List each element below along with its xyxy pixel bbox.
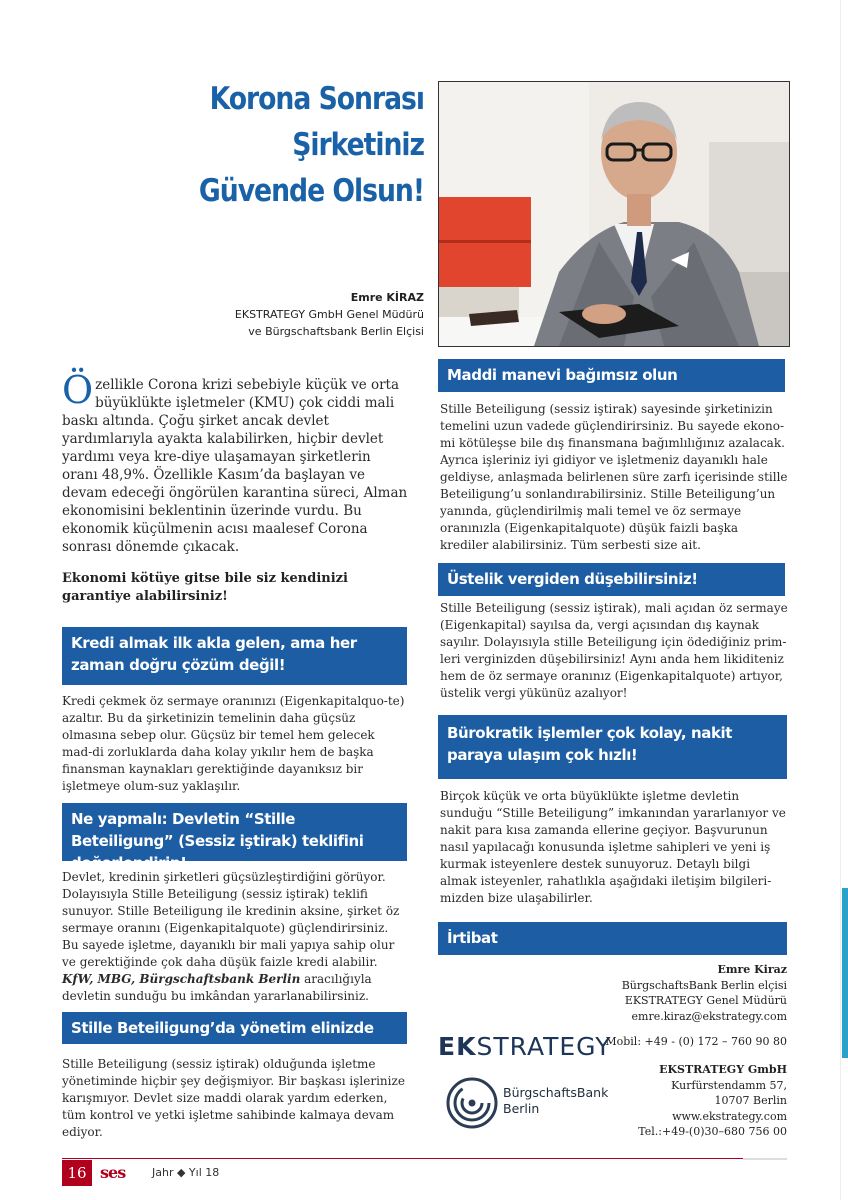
issue-label: Jahr ◆ Yıl 18 [152, 1166, 220, 1179]
heading-text: Stille Beteiligung’da yönetim elinizde [71, 1019, 374, 1037]
section-text-yonetim: Stille Beteiligung (sessiz iştirak) olduğunda işletme yönetiminde hiçbir şey değişmiyor. Bir başkası işlerinize karışmıyor. Devlet size maddi olarak yardım ederken, tüm kontrol ve yetki işletme sahibinde kalmaya devam ediyor. [62, 1057, 405, 1139]
section-heading-vergi [438, 563, 785, 596]
section-heading-kredi [62, 627, 407, 685]
heading-text: Ne yapmalı: Devletin “Stille Beteiligung” (Sessiz iştirak) teklifini değerlendirin! [71, 810, 364, 872]
section-heading-ne-yapmali [62, 803, 407, 872]
lead-bold-statement: Ekonomi kötüye gitse bile siz kendinizi garantiye alabilirsiniz! [62, 571, 348, 604]
text-part-1: Devlet, kredinin şirketleri güçsüzleştirdiğini görüyor. Dolayısıyla Stille Beteiligung (sessiz iştirak) teklifi sunuyor. Stille Beteiligung ile kredinin aksine, şirket öz sermaye oranını (Eigenkapitalquote) güçlendirirsiniz. Bu sayede işletme, dayanıklı bir mali yapıya sahip olur ve gerektiğinde çok daha düşük faizle kredi alabilir. [62, 870, 400, 969]
ekstrategy-logo [438, 1032, 612, 1061]
author-role-2: ve Bürgschaftsbank Berlin Elçisi [248, 325, 424, 338]
page-edge [840, 0, 841, 1200]
section-heading-irtibat [438, 922, 787, 955]
section-heading-maddi [438, 359, 785, 392]
author-role-1: EKSTRATEGY GmbH Genel Müdürü [234, 308, 424, 321]
author-name: Emre KİRAZ [350, 291, 424, 304]
buergschaftsbank-logo-text [503, 1085, 608, 1117]
company-name: EKSTRATEGY GmbH [659, 1063, 787, 1076]
contact-line-2: EKSTRATEGY Genel Müdürü [624, 994, 787, 1007]
bsb-line-2: Berlin [503, 1101, 540, 1116]
contact-line-1: BürgschaftsBank Berlin elçisi [621, 978, 787, 992]
company-city: 10707 Berlin [714, 1094, 787, 1107]
footer-rule [62, 1158, 787, 1159]
company-phone: Tel.:+49-(0)30–680 756 00 [638, 1125, 787, 1138]
section-heading-burokratik [438, 715, 787, 779]
article-title [188, 76, 424, 214]
heading-text: Maddi manevi bağımsız olun [447, 366, 678, 384]
drop-cap: Ö [62, 368, 94, 412]
section-heading-yonetim [62, 1012, 407, 1044]
heading-text: Kredi almak ilk akla gelen, ama her zaman doğru çözüm değil! [71, 634, 357, 674]
text-institutions: KfW, MBG, Bürgschaftsbank Berlin [62, 972, 301, 986]
section-text-kredi: Kredi çekmek öz sermaye oranınızı (Eigenkapitalquo-te) azaltır. Bu da şirketinizin temelinin daha güçsüz olmasına sebep olur. Güçsüz bir temel hem gelecek mad-di zorluklarda daha kolay yıkılır hem de başka finansman kaynakları gerektiğinde dayanıksız bir işletmeye olum-suz yaklaşılır. [62, 694, 405, 793]
heading-text: Bürokratik işlemler çok kolay, nakit paraya ulaşım çok hızlı! [447, 724, 733, 764]
logo-ek: EK [438, 1032, 477, 1061]
company-web[interactable]: www.ekstrategy.com [672, 1109, 787, 1123]
page-number: 16 [62, 1160, 92, 1186]
company-street: Kurfürstendamm 57, [671, 1078, 787, 1092]
heading-text: Üstelik vergiden düşebilirsiniz! [447, 570, 698, 588]
magazine-logo: ses [100, 1163, 126, 1182]
logo-strategy: STRATEGY [476, 1032, 612, 1061]
buergschaftsbank-logo-icon [446, 1077, 498, 1129]
section-text-vergi: Stille Beteiligung (sessiz iştirak), mali açıdan öz sermaye (Eigenkapital) sayılsa da, vergi açısından dış kaynak sayılır. Dolayısıyla stille Beteiligung için ödediğiniz prim-leri verginizden düşebilirsiniz! Aynı anda hem likiditeniz hem de öz sermaye oranınız (Eigenkapitalquote) artıyor, üstelik vergi yükünüz azalıyor! [440, 601, 788, 700]
section-text-maddi: Stille Beteiligung (sessiz iştirak) sayesinde şirketinizin temelini uzun vadede güçlendirirsiniz. Bu sayede ekono-mi kötüleşse bile dış finansmana bağımlılığınız azalacak. Ayrıca işleriniz iyi gidiyor ve işletmeniz dayanıklı hale geldiyse, anlaşmada belirlenen süre zarfı içerisinde stille Beteiligung’u sonlandırabilirsiniz. Stille Beteiligung’un yanında, güçlendirilmiş mali temel ve öz sermaye oranınızla (Eigenkapitalquote) düşük faizli başka krediler alabilirsiniz. Tüm serbesti size ait. [440, 402, 788, 552]
title-line-1: Korona Sonrası [209, 81, 424, 117]
contact-name: Emre Kiraz [717, 963, 787, 976]
footer-rule-accent [743, 1158, 787, 1160]
lead-text: zellikle Corona krizi sebebiyle küçük ve orta büyüklükte işletmeler (KMU) çok ciddi mali baskı altında. Çoğu şirket ancak devlet yardımlarıyla ayakta kalabilirken, hiçbir devlet yardımı veya kre-diye ulaşamayan şirketlerin oranı 48,9%. Özellikle Kasım’da başlayan ve devam edeceği öngörülen karantina süreci, Alman ekonomisini beklentinin üzerinde vurdu. Bu ekonomik küçülmenin acısı maalesef Corona sonrası dönemde çıkacak. [62, 377, 408, 555]
contact-email[interactable]: emre.kiraz@ekstrategy.com [631, 1009, 787, 1023]
contact-person [595, 962, 787, 1024]
title-line-3: Güvende Olsun! [198, 173, 424, 209]
page-edge-tab [842, 888, 848, 1058]
text-part-2: aracılığıyla devletin sunduğu bu imkândan yararlanabilirsiniz. [62, 972, 372, 1003]
contact-company [595, 1062, 787, 1140]
author-block [170, 289, 424, 340]
portrait-illustration [439, 82, 789, 346]
title-line-2: Şirketiniz [292, 127, 424, 163]
contact-mobile: Mobil: +49 - (0) 172 – 760 90 80 [605, 1035, 787, 1048]
section-text-burokratik: Birçok küçük ve orta büyüklükte işletme devletin sunduğu “Stille Beteiligung” imkanından yararlanıyor ve nakit para kısa zamanda ellerine geçiyor. Başvurunun nasıl yapılacağı konusunda işletme sahipleri ve yeni iş kurmak isteyenlere destek sunuyoruz. Detaylı bilgi almak isteyenler, rahatlıkla aşağıdaki iletişim bilgileri-mizden bize ulaşabilirler. [440, 789, 786, 905]
lead-paragraph [62, 368, 408, 556]
bsb-line-1: BürgschaftsBank [503, 1085, 609, 1100]
author-photo [438, 81, 790, 347]
section-text-ne-yapmali [62, 869, 408, 1005]
heading-text: İrtibat [447, 929, 498, 947]
